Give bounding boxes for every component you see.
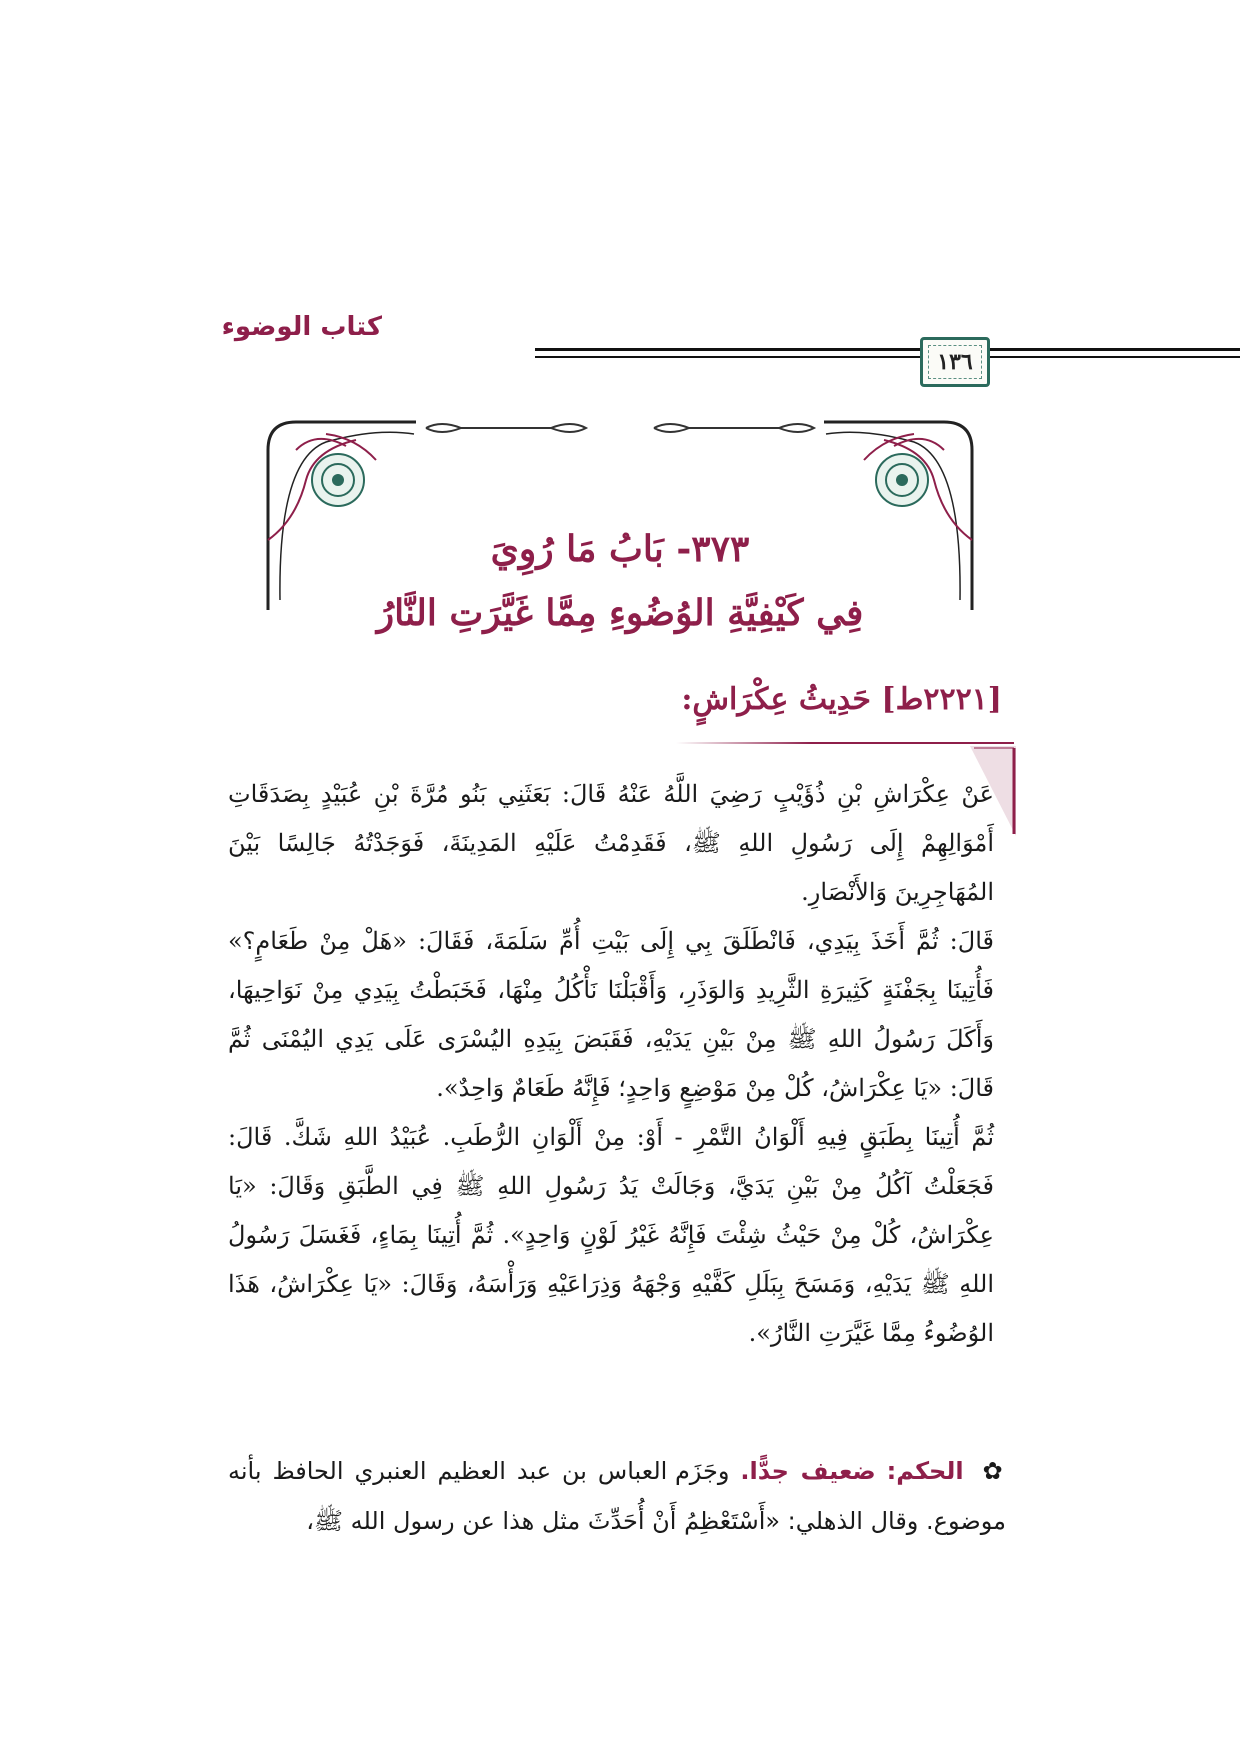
verdict-text: وجَزَم العباس بن عبد العظيم العنبري الحافظ بأنه موضوع. وقال الذهلي: «أَسْتَعْظِمُ أَنْ أُحَدِّثَ مثل هذا عن رسول الله ﷺ، (228, 1457, 1006, 1535)
header-rule-bottom (535, 356, 1240, 358)
hadith-text (228, 770, 994, 1358)
hadith-paragraph: ثُمَّ أُتِينَا بِطَبَقٍ فِيهِ أَلْوَانُ التَّمْرِ - أَوْ: مِنْ أَلْوَانِ الرُّطَبِ. عُبَيْدُ اللهِ شَكَّ. قَالَ: فَجَعَلْتُ آكُلُ مِنْ بَيْنِ يَدَيَّ، وَجَالَتْ يَدُ رَسُولِ اللهِ ﷺ فِي الطَّبَقِ وَقَالَ: «يَا عِكْرَاشُ، كُلْ مِنْ حَيْثُ شِئْتَ فَإِنَّهُ غَيْرُ لَوْنٍ وَاحِدٍ». ثُمَّ أُتِينَا بِمَاءٍ، فَغَسَلَ رَسُولُ اللهِ ﷺ يَدَيْهِ، وَمَسَحَ بِبَلَلِ كَفَّيْهِ وَجْهَهُ وَذِرَاعَيْهِ وَرَأْسَهُ، وَقَالَ: «يَا عِكْرَاشُ، هَذَا الوُضُوءُ مِمَّا غَيَّرَتِ النَّارُ». (228, 1123, 994, 1347)
header-rule-stub-bottom (1210, 356, 1240, 358)
verdict-block (228, 1446, 1006, 1546)
hadith-heading: [٢٢٢١ط] حَدِيثُ عِكْرَاشٍ: (681, 682, 1002, 717)
flower-icon: ✿ (982, 1457, 1006, 1485)
header-rule-top (535, 348, 1240, 351)
hadith-paragraph: عَنْ عِكْرَاشِ بْنِ ذُؤَيْبٍ رَضِيَ اللَّهُ عَنْهُ قَالَ: بَعَثَنِي بَنُو مُرَّةَ بْنِ عُبَيْدٍ بِصَدَقَاتِ أَمْوَالِهِمْ إِلَى رَسُولِ اللهِ ﷺ، فَقَدِمْتُ عَلَيْهِ المَدِينَةَ، فَوَجَدْتُهُ جَالِسًا بَيْنَ المُهَاجِرِينَ وَالأَنْصَارِ. (228, 780, 994, 906)
header-rule-stub-top (1210, 348, 1240, 351)
chapter-title-line2: فِي كَيْفِيَّةِ الوُضُوءِ مِمَّا غَيَّرَتِ النَّارُ (376, 592, 864, 634)
page-number-frame (920, 337, 990, 387)
chapter-ornament (266, 420, 974, 610)
verdict-grade: ضعيف جدًّا. (740, 1457, 876, 1485)
running-header-title: كتاب الوضوء (221, 312, 382, 342)
page-number: ١٣٦ (928, 345, 982, 379)
hadith-paragraph: قَالَ: ثُمَّ أَخَذَ بِيَدِي، فَانْطَلَقَ بِي إِلَى بَيْتِ أُمِّ سَلَمَةَ، فَقَالَ: «هَلْ مِنْ طَعَامٍ؟» فَأُتِينَا بِجَفْنَةٍ كَثِيرَةِ الثَّرِيدِ وَالوَذَرِ، وَأَقْبَلْنَا نَأْكُلُ مِنْهَا، فَخَبَطْتُ بِيَدِي مِنْ نَوَاحِيهَا، وَأَكَلَ رَسُولُ اللهِ ﷺ مِنْ بَيْنِ يَدَيْهِ، فَقَبَضَ بِيَدِهِ اليُسْرَى عَلَى يَدِي اليُمْنَى ثُمَّ قَالَ: «يَا عِكْرَاشُ، كُلْ مِنْ مَوْضِعٍ وَاحِدٍ؛ فَإِنَّهُ طَعَامٌ وَاحِدٌ». (228, 927, 994, 1102)
chapter-title-line1: ٣٧٣- بَابُ مَا رُوِيَ (490, 528, 750, 570)
ornament-right-corner (824, 422, 972, 610)
heading-rule (676, 742, 1014, 744)
verdict-label: الحكم: (886, 1457, 964, 1485)
ornament-left-corner (268, 422, 416, 610)
